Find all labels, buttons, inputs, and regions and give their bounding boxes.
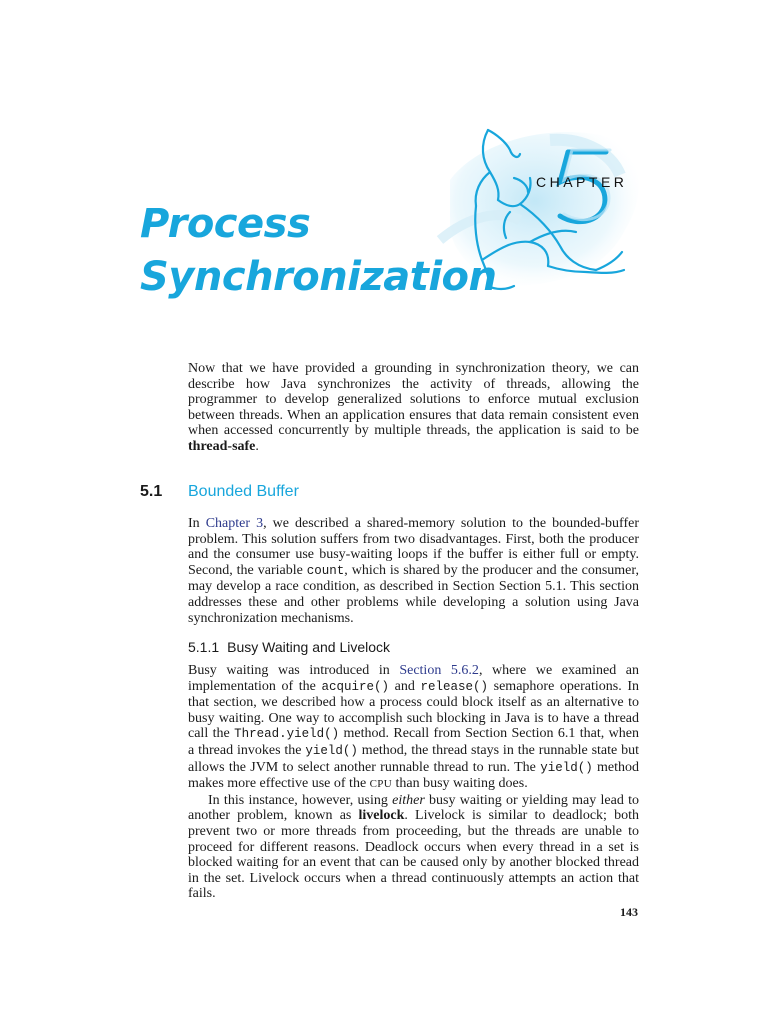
term-livelock: livelock	[358, 808, 405, 824]
busy-waiting-paragraph: Busy waiting was introduced in Section 5.6.2, where we examined an implementation of the acquire() and release() semaphore operations. In that section, we described how a process could block itself as an alternative to busy waiting. One way to accomplish such blocking in Java is to have a thread call the Thread.yield() method. Recall from Section Section 6.1 that, when a thread invokes the yield() method, the thread stays in the runnable state but allows the JVM to select another runnable thread to run. The yield() method makes more effective use of the CPU than busy waiting does.	[188, 663, 640, 792]
section-title: Bounded Buffer	[188, 483, 299, 500]
section-heading-5-1	[140, 483, 299, 501]
chapter-3-link[interactable]: Chapter 3	[205, 516, 264, 531]
chapter-title-line-1: Process	[140, 201, 311, 247]
section-5-1-paragraph: In Chapter 3, we described a shared-memory solution to the bounded-buffer problem. This solution suffers from two disadvantages. First, both the producer and the consumer use busy-waiting loops if the buffer is either full or empty. Second, the variable count, which is shared by the producer and the consumer, may develop a race condition, as described in Section Section 5.1. This section addresses these and other problems while developing a solution using Java synchronization mechanisms.	[188, 516, 639, 626]
section-5-6-2-link[interactable]: Section 5.6.2	[399, 663, 479, 678]
chapter-title	[140, 198, 497, 304]
page-number: 143	[620, 905, 638, 919]
intro-paragraph: Now that we have provided a grounding in synchronization theory, we can describe how Java synchronizes the activity of threads, allowing the programmer to develop generalized solutions to enforce mutual exclusion between threads. When an application ensures that data remain consistent even when accessed concurrently by multiple threads, the application is said to be thread-safe.	[188, 361, 639, 454]
term-thread-safe: thread-safe	[188, 438, 256, 454]
section-number: 5.1	[140, 483, 163, 500]
subsection-number: 5.1.1	[188, 639, 220, 655]
subsection-title: Busy Waiting and Livelock	[227, 639, 391, 655]
chapter-title-line-2: Synchronization	[140, 254, 497, 300]
livelock-paragraph: In this instance, however, using either busy waiting or yielding may lead to another problem, known as livelock. Livelock is similar to deadlock; both prevent two or more threads from proceeding, but the threads are unable to proceed for different reasons. Deadlock occurs when every thread in a set is blocked waiting for an event that can be caused only by another blocked thread in the set. Livelock occurs when a thread continuously attempts an action that fails.	[188, 792, 640, 902]
subsection-heading-5-1-1	[188, 639, 390, 655]
code-count: count	[306, 563, 345, 578]
section-5-1-1-body	[188, 663, 639, 902]
chapter-label: CHAPTER	[536, 174, 628, 190]
